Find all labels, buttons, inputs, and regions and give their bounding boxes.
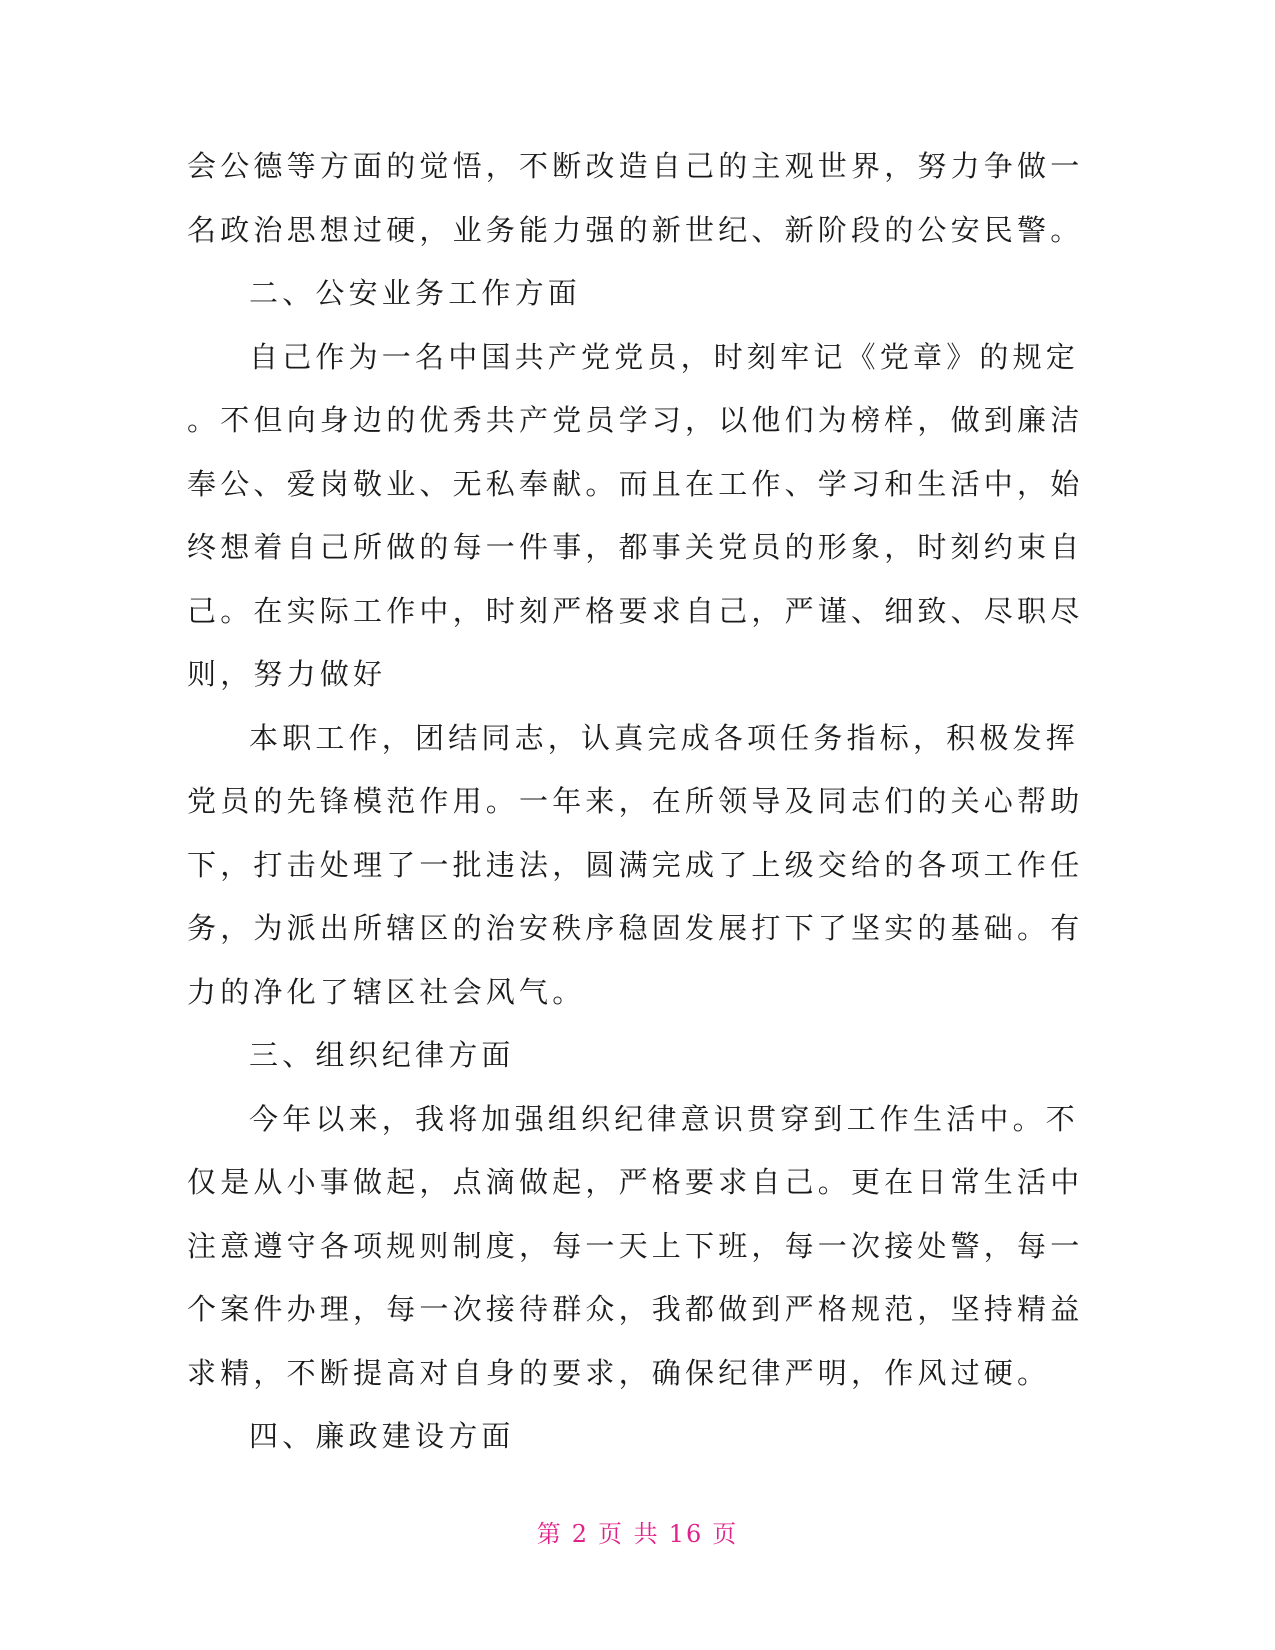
- page-number-prefix: 第: [536, 1520, 563, 1548]
- text-line: 己。在实际工作中，时刻严格要求自己，严谨、细致、尽职尽: [187, 593, 1084, 628]
- body-text: [187, 135, 1087, 1469]
- text-line: 奉公、爱岗敬业、无私奉献。而且在工作、学习和生活中，始: [187, 466, 1084, 501]
- section-heading: 三、组织纪律方面: [249, 1038, 515, 1072]
- text-line: 求精，不断提高对自身的要求，确保纪律严明，作风过硬。: [187, 1355, 1051, 1390]
- text-line: 。不但向身边的优秀共产党员学习，以他们为榜样，做到廉洁: [187, 403, 1084, 437]
- page-number-footer: [0, 1514, 1275, 1549]
- text-line: 务，为派出所辖区的治安秩序稳固发展打下了坚实的基础。有: [187, 911, 1084, 945]
- page-number-suffix: 页: [712, 1520, 739, 1548]
- text-line: 仅是从小事做起，点滴做起，严格要求自己。更在日常生活中: [187, 1165, 1084, 1199]
- text-line: 党员的先锋模范作用。一年来，在所领导及同志们的关心帮助: [187, 784, 1084, 818]
- text-line: 下，打击处理了一批违法，圆满完成了上级交给的各项工作任: [187, 847, 1084, 882]
- total-pages-number: 16: [668, 1520, 704, 1548]
- section-heading: 二、公安业务工作方面: [249, 276, 582, 310]
- text-line: 则，努力做好: [187, 657, 387, 691]
- text-line: 本职工作，团结同志，认真完成各项任务指标，积极发挥: [249, 720, 1080, 755]
- page-number-mid: 页 共: [598, 1520, 660, 1548]
- text-line: 力的净化了辖区社会风气。: [187, 974, 586, 1009]
- section-heading: 四、廉政建设方面: [249, 1419, 515, 1453]
- text-line: 个案件办理，每一次接待群众，我都做到严格规范，坚持精益: [187, 1292, 1084, 1326]
- text-line: 终想着自己所做的每一件事，都事关党员的形象，时刻约束自: [187, 530, 1084, 564]
- text-line: 名政治思想过硬，业务能力强的新世纪、新阶段的公安民警。: [187, 212, 1084, 247]
- current-page-number: 2: [571, 1520, 590, 1548]
- text-line: 注意遵守各项规则制度，每一天上下班，每一次接处警，每一: [187, 1228, 1084, 1263]
- text-line: 自己作为一名中国共产党党员，时刻牢记《党章》的规定: [249, 339, 1080, 374]
- text-line: 今年以来，我将加强组织纪律意识贯穿到工作生活中。不: [249, 1101, 1080, 1136]
- text-line: 会公德等方面的觉悟，不断改造自己的主观世界，努力争做一: [187, 149, 1084, 183]
